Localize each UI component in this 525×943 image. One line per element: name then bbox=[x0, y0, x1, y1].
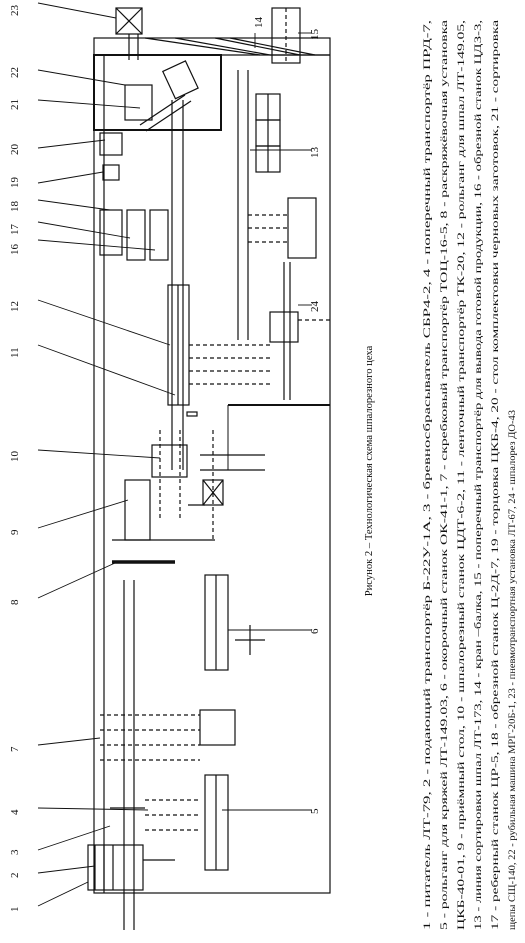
label-18: 18 bbox=[9, 201, 21, 212]
label-15: 15 bbox=[309, 29, 321, 40]
caption-line-3: ЦКБ-40-01, 9 - приёмный стол, 10 - шпалорезный станок ЦДТ-6-2, 11 - ленточный транспортёр ТК-20, 12 - рольганг для шпал ЛТ-149.05, bbox=[456, 367, 467, 930]
label-1: 1 bbox=[9, 906, 21, 912]
chipper bbox=[125, 85, 152, 120]
caption-line-6: щепы СЩ-140, 22 - рубильная машина МРГ-20Б-1, 23 - пневмотранспортная установка ЛТ-67, 24 - шпалорез ДО-43 bbox=[507, 454, 518, 930]
receiving-table bbox=[112, 480, 215, 540]
label-23: 23 bbox=[9, 5, 21, 16]
figure-caption bbox=[422, 19, 518, 930]
label-12: 12 bbox=[9, 301, 21, 312]
label-7: 7 bbox=[9, 746, 21, 752]
label-10: 10 bbox=[9, 451, 21, 462]
chip-sorting-room bbox=[94, 55, 221, 130]
label-21: 21 bbox=[9, 99, 21, 110]
sorting-cross-transfer bbox=[248, 198, 316, 258]
label-17: 17 bbox=[9, 224, 21, 235]
leader-lines bbox=[38, 3, 312, 906]
log-feeder bbox=[88, 845, 175, 890]
caption-line-2: 5 - рольганг для кряжей ЛТ-149.03, 6 - окорочный станок ОК-41-1, 7 - скребковый транспортёр ТОЦ-16-5, 8 - раскряжёвочная установка bbox=[439, 371, 450, 930]
sleeper-cutter bbox=[270, 262, 330, 400]
caption-line-4: 13 - линия сортировки шпал ЛТ-173, 14 - кран –балка, 15 - поперечный транспортёр для вывода готовой продукции, 16 - обрезной станок ЦДЗ-3, bbox=[473, 335, 484, 930]
building-outline bbox=[94, 38, 330, 893]
caption-line-5: 17 - реберный станок ЦР-5, 18 - обрезной станок Ц-2Д-7, 19 - торцовка ЦКБ-4, 20 - стол комплектовки черновых заготовок, 21 - сортировка bbox=[490, 358, 501, 930]
trimmer bbox=[103, 165, 119, 180]
figure-title: Рисунок 2 – Технологическая схема шпалорезного цеха bbox=[364, 345, 375, 597]
label-4: 4 bbox=[9, 809, 21, 815]
sleeper-sorting-line bbox=[238, 70, 280, 340]
callout-labels bbox=[9, 5, 321, 913]
rib-saw-17 bbox=[127, 210, 145, 260]
label-3: 3 bbox=[9, 849, 21, 855]
label-14: 14 bbox=[253, 17, 265, 28]
label-22: 22 bbox=[9, 67, 21, 78]
scraper-transporter bbox=[100, 715, 200, 760]
caption-line-1: 1 - питатель ЛТ-79, 2 - подающий транспортёр Б-22У-1А, 3 - бревносбрасыватель СБР4-2, 4 - поперечный транспортёр ПРД-7, bbox=[422, 412, 433, 930]
rough-blanks-table bbox=[100, 133, 122, 155]
edger-18 bbox=[100, 210, 122, 255]
conveyor-end-plate bbox=[187, 412, 197, 416]
label-24: 24 bbox=[309, 301, 321, 312]
label-8: 8 bbox=[9, 599, 21, 605]
log-conveyor bbox=[124, 580, 134, 930]
debarking-machine bbox=[200, 710, 235, 745]
label-16: 16 bbox=[9, 244, 21, 255]
edger-16 bbox=[150, 210, 168, 260]
label-2: 2 bbox=[9, 872, 21, 878]
label-11: 11 bbox=[9, 347, 21, 358]
sleeper-saw bbox=[152, 430, 187, 520]
label-13: 13 bbox=[309, 147, 321, 158]
chip-sorter bbox=[163, 61, 198, 99]
saw-rails bbox=[188, 430, 265, 540]
label-6: 6 bbox=[309, 628, 321, 634]
label-19: 19 bbox=[9, 177, 21, 188]
sleeper-roller-table bbox=[168, 285, 189, 405]
cross-transporter bbox=[145, 800, 200, 830]
label-9: 9 bbox=[9, 529, 21, 535]
label-20: 20 bbox=[9, 144, 21, 155]
sleeper-cross-transfer bbox=[189, 345, 270, 384]
crane-beam bbox=[145, 38, 315, 55]
label-5: 5 bbox=[309, 808, 321, 814]
